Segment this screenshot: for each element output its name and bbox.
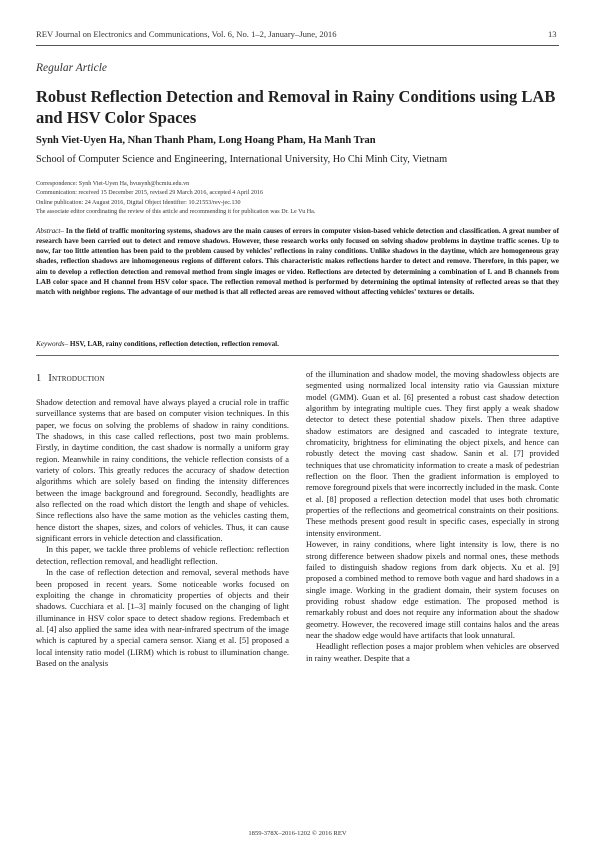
affiliation: School of Computer Science and Engineering, International University, Ho Chi Minh City, Vietnam <box>36 154 448 165</box>
author-list: Synh Viet-Uyen Ha, Nhan Thanh Pham, Long Hoang Pham, Ha Manh Tran <box>36 135 376 146</box>
paragraph: of the illumination and shadow model, the moving shadowless objects are segmented using normalized local intensity ratio via Gaussian mixture model (GMM). Guan et al. [6] presented a robust cast shadow detection algorithm by integrating multiple cues. They first apply a weak shadow detector to detect these potential shadow pixels. Then three adaptive shadow estimators are designed and cascaded to integrate texture, chromaticity, brightness for eliminating the object pixels, and hence can robustly detect the moving cast shadow. Sanin et al. [7] provided techniques that use chromaticity information to create a mask of pedestrian reflection on the floor. Then the gradient information is employed to remove foreground pixels that were incorrectly included in the mask. Conte et al. [8] proposed a reflection detection model that uses both chromatic properties of the reflections and geometrical constraints on their positions. These methods present good result in specific cases, especially in strong intensity environment. <box>306 370 559 538</box>
editor-note: The associate editor coordinating the review of this article and recommending it for publication was Dr. Le Vu Ha. <box>36 208 316 215</box>
left-column <box>36 397 289 669</box>
paper-title: Robust Reflection Detection and Removal in Rainy Conditions using LAB and HSV Color Spaces <box>36 87 556 127</box>
header-rule <box>36 45 559 46</box>
keywords <box>36 340 559 348</box>
paragraph: In this paper, we tackle three problems of vehicle reflection: reflection detection, reflection removal, and headlight reflection. <box>36 545 289 566</box>
paragraph: Headlight reflection poses a major problem when vehicles are observed in rainy weather. Despite that a <box>306 642 559 663</box>
abstract-label: Abstract– <box>36 227 64 235</box>
keywords-label: Keywords– <box>36 340 69 348</box>
communication-dates: Communication: received 15 December 2015, revised 29 March 2016, accepted 4 April 2016 <box>36 190 264 197</box>
right-column <box>306 369 559 664</box>
keywords-text: HSV, LAB, rainy conditions, reflection detection, reflection removal. <box>69 340 279 348</box>
running-head: REV Journal on Electronics and Communications, Vol. 6, No. 1–2, January–June, 2016 <box>36 29 337 39</box>
article-type: Regular Article <box>36 62 108 74</box>
abstract-text: In the field of traffic monitoring systems, shadows are the main causes of errors in computer vision-based vehicle detection and classification. A great number of research have been carried out to detect and remove shadows. However, these research works only focused on solving shadow problems in daytime traffic scenes. Up to now, far too little attention has been paid to the problem caused by vehicles’ reflections in rainy conditions. Unlike shadows in the daytime, which are homogeneous gray shades, reflection shadows are inhomogeneous regions of different colors. This characteristic makes reflections harder to detect and remove. Therefore, in this paper, we aim to develop a reflection detection and removal method from single images or video. Reflections are detected by determining a combination of L and B channels from LAB color space and H channel from HSV color space. The reflection removal method is performed by determining the optimal intensity of reflected areas so that they match with neighbor regions. The advantage of our method is that all reflected areas are removed without affecting vehicles’ textures or details. <box>36 227 559 296</box>
paragraph: Shadow detection and removal have always played a crucial role in traffic surveillance systems that are based on computer vision techniques. In this paper, we focus on solving the problems of shadow in rainy conditions. The shadows, in this case called reflections, post two main problems. Firstly, in daytime condition, the cast shadow is normally a uniform gray region. Meanwhile in rainy conditions, the vehicle reflection consists of a variety of colors. This greatly reduces the accuracy of shadow detection algorithms which are solely based on finding the intensity differences between the image background and foreground. Secondly, headlights are also reflected on the road which distort the length and shape of vehicles. Since reflections also have the same motion as the vehicles casting them, hence distort the shapes, sizes, and colors of vehicles. Thus, it can cause significant errors in vehicle detection and classification. <box>36 398 289 544</box>
article-metadata <box>36 180 315 217</box>
section-number: 1 <box>36 373 42 384</box>
section-title: Introduction <box>48 373 105 384</box>
section-heading <box>36 373 105 384</box>
keywords-rule <box>36 355 559 356</box>
abstract <box>36 226 559 297</box>
publication-doi-line: Online publication: 24 August 2016, Digital Object Identifier: 10.21553/rev-jec.130 <box>36 199 241 206</box>
paragraph: In the case of reflection detection and removal, several methods have been proposed in recent years. Some noticeable works focused on exploiting the change in chromaticity properties of objects and their shadows. Cucchiara et al. [1–3] mainly focused on the changing of light illuminance in HSV color space to detect shadow regions. Fredembach et al. [4] also applied the same idea with near-infrared spectrum of the image which is captured by a special camera sensor. Xiang et al. [5] proposed a local intensity ratio model (LIRM) which is robust to illumination change. Based on the analysis <box>36 568 289 668</box>
paragraph: However, in rainy conditions, where light intensity is low, there is no strong difference between shadow pixels and normal ones, these methods failed to distinguish shadow regions from dark objects. Xu et al. [9] proposed a combined method to remove both vague and hard shadows in a single image. Working in the gradient domain, their system focuses on providing robust shadow edge estimation. The proposed method is remarkably robust and does not require any information about the shadow geometry. However, the recovered image still contains halos and the areas near the shadow edge would have artifacts that look unnatural. <box>306 540 559 640</box>
correspondence-line: Correspondence: Synh Viet-Uyen Ha, hvusynh@hcmiu.edu.vn <box>36 181 190 187</box>
page-footer: 1859-378X–2016-1202 © 2016 REV <box>248 830 347 837</box>
page-number: 13 <box>548 29 557 39</box>
